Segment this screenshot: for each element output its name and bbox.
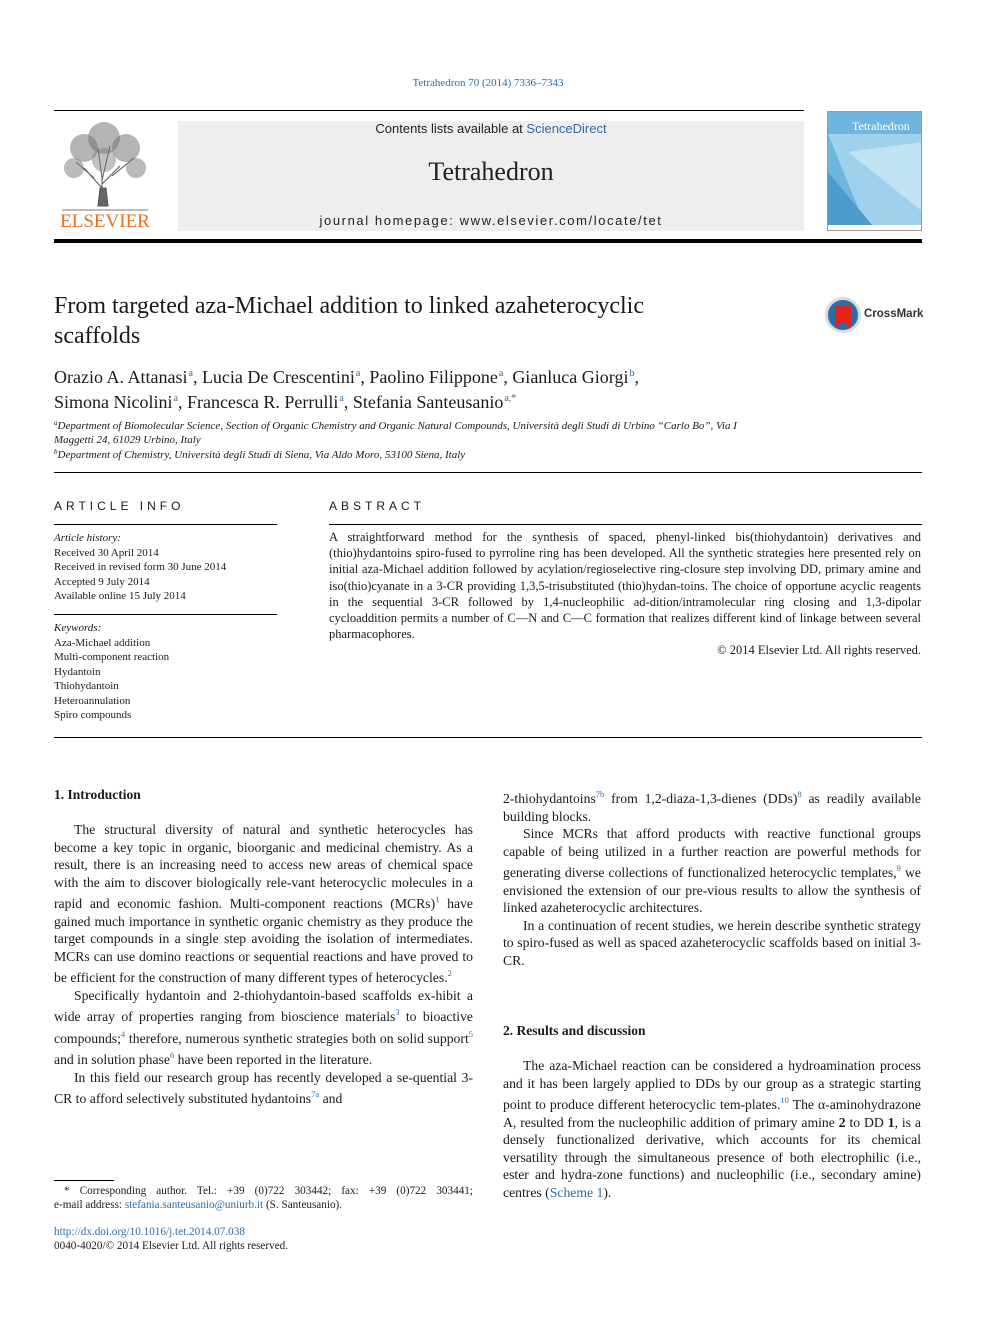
article-info-rule [54, 524, 277, 525]
crossmark-label: CrossMark [864, 308, 924, 320]
scheme-link[interactable]: Scheme 1 [549, 1184, 604, 1200]
crossmark-icon [824, 296, 862, 334]
abstract-copyright: © 2014 Elsevier Ltd. All rights reserved. [717, 643, 921, 657]
author-line-2: Simona Nicolini$^a$, Francesca R. Perrulli$^a$, Stefania Santeusanio$^{a,*}$ [54, 392, 517, 412]
article-history: Article history: Received 30 April 2014 Received in revised form 30 June 2014 Accepted 9 July 2014 Available online 15 July 2014 [54, 531, 277, 604]
keyword-item: Thiohydantoin [54, 680, 119, 692]
paragraph: 2-thiohydantoins$^{7b}$ from 1,2-diaza-1,3-dienes (DDs)$^8$ as readily available building blocks. [503, 789, 921, 824]
ref-link[interactable]: 5 [468, 1028, 473, 1039]
author-list [54, 363, 814, 413]
paragraph: In this field our research group has recently developed a se-quential 3-CR to afford selectively substituted hydantoins$^{7a}$ and [54, 1069, 473, 1106]
paragraph: In a continuation of recent studies, we herein describe synthetic strategy to spiro-fused as well as spaced azaheterocyclic scaffolds based on initial 3-CR. [503, 917, 921, 968]
contents-line: Contents lists available at ScienceDirect [375, 121, 607, 136]
ref-link[interactable]: 7a [311, 1089, 320, 1099]
header-thick-rule [54, 239, 922, 243]
author-name[interactable]: Orazio A. Attanasi [54, 367, 188, 387]
journal-banner [178, 121, 804, 231]
section-rule [54, 472, 922, 473]
corresponding-author-note: * Corresponding author. Tel.: +39 (0)722 303442; fax: +39 (0)722 303441; [64, 1185, 473, 1197]
section-2-heading: 2. Results and discussion [503, 1023, 646, 1038]
elsevier-logo[interactable] [54, 118, 156, 234]
author-name[interactable]: Gianluca Giorgi [512, 367, 629, 387]
keywords: Keywords: Aza-Michael addition Multi-component reaction Hydantoin Thiohydantoin Heteroannulation Spiro compounds [54, 621, 277, 723]
journal-citation[interactable]: Tetrahedron 70 (2014) 7336–7343 [412, 77, 564, 89]
author-name[interactable]: Lucia De Crescentini [201, 367, 355, 387]
history-item: Available online 15 July 2014 [54, 590, 186, 602]
abstract-rule [329, 524, 922, 525]
right-column-sec2 [503, 1057, 921, 1201]
sciencedirect-link[interactable]: ScienceDirect [526, 121, 607, 136]
keyword-item: Heteroannulation [54, 694, 131, 707]
ref-link[interactable]: 10 [780, 1095, 789, 1105]
left-column [54, 821, 473, 1108]
ref-link[interactable]: 6 [169, 1050, 175, 1060]
affiliation-b: $^b$Department of Chemistry, Università degli Studi di Siena, Via Aldo Moro, 53100 Siena, Italy [54, 448, 466, 461]
ref-link[interactable]: 9 [896, 863, 901, 873]
history-item: Accepted 9 July 2014 [54, 575, 150, 588]
journal-name: Tetrahedron [428, 157, 554, 186]
paragraph: The structural diversity of natural and synthetic heterocycles has become a key topic in organic, bioorganic and medicinal chemistry. As a result, there is an increasing need to access new areas of chemical space with the aim to discover biologically rele-vant heterocyclic molecules in a rapid and economic fashion. Multi-component reactions (MCRs)$^1$ have gained much importance in synthetic organic chemistry as they produce the target compounds in a single step avoiding the isolation of intermediates. MCRs can use domino reactions or sequential reactions and have proved to be efficient for the construction of many different types of heterocycles.$^2$ [54, 822, 473, 985]
ref-link[interactable]: 3 [395, 1007, 400, 1017]
article-title: From targeted aza-Michael addition to linked azaheterocyclic scaffolds [54, 293, 644, 349]
author-name[interactable]: Paolino Filippone [369, 367, 498, 387]
affiliation-a: $^a$Department of Biomolecular Science, Section of Organic Chemistry and Organic Natural Compounds, Università degli Studi di Urbino “Carlo Bo”, Via I Maggetti 24, 61029 Urbino, Italy [54, 419, 737, 446]
ref-link[interactable]: 7b [595, 789, 605, 799]
abstract-text: A straightforward method for the synthesis of spaced, phenyl-linked bis(thiohydantoin) derivatives and (thio)hydantoins spiro-fused to pyrroline ring has been developed. All the synthetic strategies here presented rely on initial aza-Michael addition followed by acylation/regioselective ring-closure step involving DD, primary amine and iso(thio)cyanate in a 3-CR providing 1,3,5-trisubstituted (thio)hydan-toins. The choice of opportune acyclic reagents in the sequential 3-CR followed by 1,4-nucleophilic ad-dition/intramolecular ring closing and 1,3-dipolar cycloaddition permits a number of C—N and C—C formation that realizes different kind of linkage between several pharmacophores. [329, 530, 921, 642]
abstract-heading: ABSTRACT [329, 499, 426, 513]
body-rule [54, 737, 922, 738]
paragraph: Since MCRs that afford products with reactive functional groups capable of being utilized in a further reaction are powerful methods for generating diverse collections of functionalized heterocyclic templates,$^9$ we envisioned the extension of our pre-vious results to allow the synthesis of linked azaheterocyclic architectures. [503, 826, 921, 915]
footnote-rule [54, 1180, 114, 1181]
ref-link[interactable]: 2 [447, 968, 452, 978]
issn-copyright: 0040-4020/© 2014 Elsevier Ltd. All rights reserved. [54, 1240, 289, 1252]
section-1-heading: 1. Introduction [54, 787, 141, 802]
ref-link[interactable]: 1 [435, 894, 440, 904]
history-item: Received in revised form 30 June 2014 [54, 561, 227, 573]
ref-link[interactable]: 8 [797, 789, 802, 799]
crossmark-badge[interactable] [824, 296, 924, 336]
doi-link[interactable]: http://dx.doi.org/10.1016/j.tet.2014.07.038 [54, 1226, 245, 1238]
journal-homepage: journal homepage: www.elsevier.com/locate/tet [319, 213, 663, 228]
homepage-link[interactable]: www.elsevier.com/locate/tet [459, 213, 663, 228]
journal-cover[interactable] [827, 111, 922, 231]
cover-title: Tetrahedron [852, 119, 910, 133]
header-rule [54, 110, 804, 111]
history-item: Received 30 April 2014 [54, 546, 159, 559]
keyword-item: Hydantoin [54, 665, 101, 678]
right-column [503, 786, 921, 969]
article-info-heading: ARTICLE INFO [54, 499, 185, 513]
corresponding-email: e-mail address: stefania.santeusanio@uniurb.it (S. Santeusanio). [54, 1199, 343, 1211]
keyword-item: Multi-component reaction [54, 651, 170, 663]
author-name[interactable]: Stefania Santeusanio [352, 392, 504, 412]
elsevier-wordmark: ELSEVIER [60, 211, 150, 232]
author-name[interactable]: Francesca R. Perrulli [186, 392, 339, 412]
paragraph: Specifically hydantoin and 2-thiohydantoin-based scaffolds ex-hibit a wide array of properties ranging from bioscience materials$^3$ to bioactive compounds;$^4$ therefore, numerous synthetic strategies both on solid support$^5$ and in solution phase$^6$ have been reported in the literature. [54, 987, 473, 1067]
email-link[interactable]: stefania.santeusanio@uniurb.it [124, 1199, 264, 1211]
author-name[interactable]: Simona Nicolini [54, 392, 173, 412]
ref-link[interactable]: 4 [120, 1028, 126, 1039]
keyword-item: Spiro compounds [54, 709, 132, 721]
author-line-1: Orazio A. Attanasi$^a$, Lucia De Crescentini$^a$, Paolino Filippone$^a$, Gianluca Giorgi$^b$, [54, 367, 639, 387]
keywords-rule [54, 614, 277, 615]
paragraph: The aza-Michael reaction can be considered a hydroamination process and it has been largely applied to DDs by our group as a strategic starting point to produce different heterocyclic tem-plates.$^{10}$ The α-aminohydrazone A, resulted from the nucleophilic addition of primary amine 2 to DD 1, is a densely functionalized derivative, which accounts for its chemical versatility through the simultaneous presence of both electrophilic (i.e., ester and hydra-zone functions) and nucleophilic (i.e., secondary amine) centres (Scheme 1). [503, 1058, 922, 1200]
keyword-item: Aza-Michael addition [54, 636, 151, 649]
